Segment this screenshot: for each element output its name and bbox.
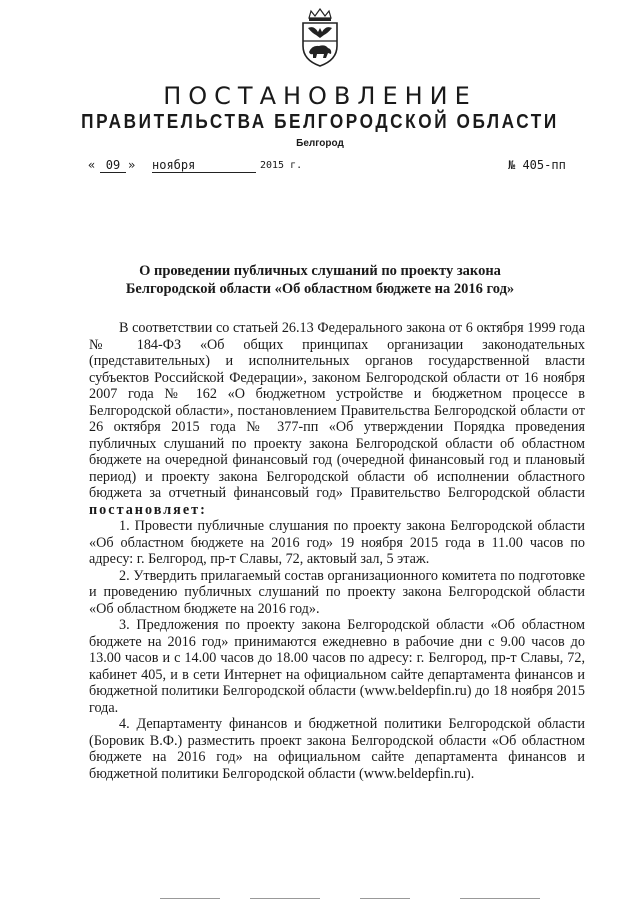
city: Белгород <box>296 138 344 149</box>
date-day: 09 <box>100 158 126 173</box>
title-line-2: Белгородской области «Об областном бюджете на 2016 год» <box>125 281 515 297</box>
preamble-text: В соответствии со статьей 26.13 Федерального закона от 6 октября 1999 года № 184-ФЗ «Об общих принципах организации законодательных (представительных) и исполнительных органов государственной власти субъектов Российской Федерации», законом Белгородской области от 16 ноября 2007 года № 162 «О бюджетном устройстве и бюджетном процессе в Белгородской области», постановлением Правительства Белгородской области от 26 октября 2015 года № 377-пп «Об утверждении Порядка проведения публичных слушаний по проекту закона Белгородской области об областном бюджете на очередной финансовый год (очередной финансовый год и плановый период) и проекту закона Белгородской области об исполнении областного бюджета за отчетный финансовый год» Правительство Белгородской области <box>89 320 585 501</box>
preamble-paragraph <box>89 320 585 518</box>
document-title <box>60 262 580 298</box>
date-open-quote: « <box>88 158 96 172</box>
document-body <box>89 320 585 782</box>
issuing-authority: ПРАВИТЕЛЬСТВА БЕЛГОРОДСКОЙ ОБЛАСТИ <box>81 111 559 133</box>
belgorod-coat-of-arms-icon <box>295 8 345 68</box>
scan-edge-marks <box>160 898 560 902</box>
list-item: 3. Предложения по проекту закона Белгородской области «Об областном бюджете на 2016 год» принимаются ежедневно в рабочие дни с 9.00 часов до 13.00 часов и с 14.00 часов до 18.00 часов по адресу: г. Белгород, пр-т Славы, 72, кабинет 405, и в сети Интернет на официальном сайте департамента финансов и бюджетной политики Белгородской области (www.beldepfin.ru) до 18 ноября 2015 года. <box>89 617 585 716</box>
list-item: 2. Утвердить прилагаемый состав организационного комитета по подготовке и проведению публичных слушаний по проекту закона Белгородской области «Об областном бюджете на 2016 год». <box>89 567 585 617</box>
title-line-1: О проведении публичных слушаний по проекту закона <box>139 263 501 279</box>
document-number: № 405-пп <box>508 158 566 172</box>
resolves-word: постановляет: <box>89 501 207 518</box>
date-month: ноября <box>152 158 256 173</box>
date-year: 2015 г. <box>260 160 303 171</box>
list-item: 4. Департаменту финансов и бюджетной политики Белгородской области (Боровик В.Ф.) разместить проект закона Белгородской области «Об областном бюджете на 2016 год» на официальном сайте департамента финансов и бюджетной политики Белгородской области (www.beldepfin.ru). <box>89 716 585 782</box>
document-type: ПОСТАНОВЛЕНИЕ <box>163 82 477 110</box>
date-number-line <box>88 156 588 178</box>
list-item: 1. Провести публичные слушания по проекту закона Белгородской области «Об областном бюджете на 2016 год» 19 ноября 2015 года в 11.00 часов по адресу: г. Белгород, пр-т Славы, 72, актовый зал, 5 этаж. <box>89 518 585 567</box>
date-close-quote: » <box>128 158 136 172</box>
